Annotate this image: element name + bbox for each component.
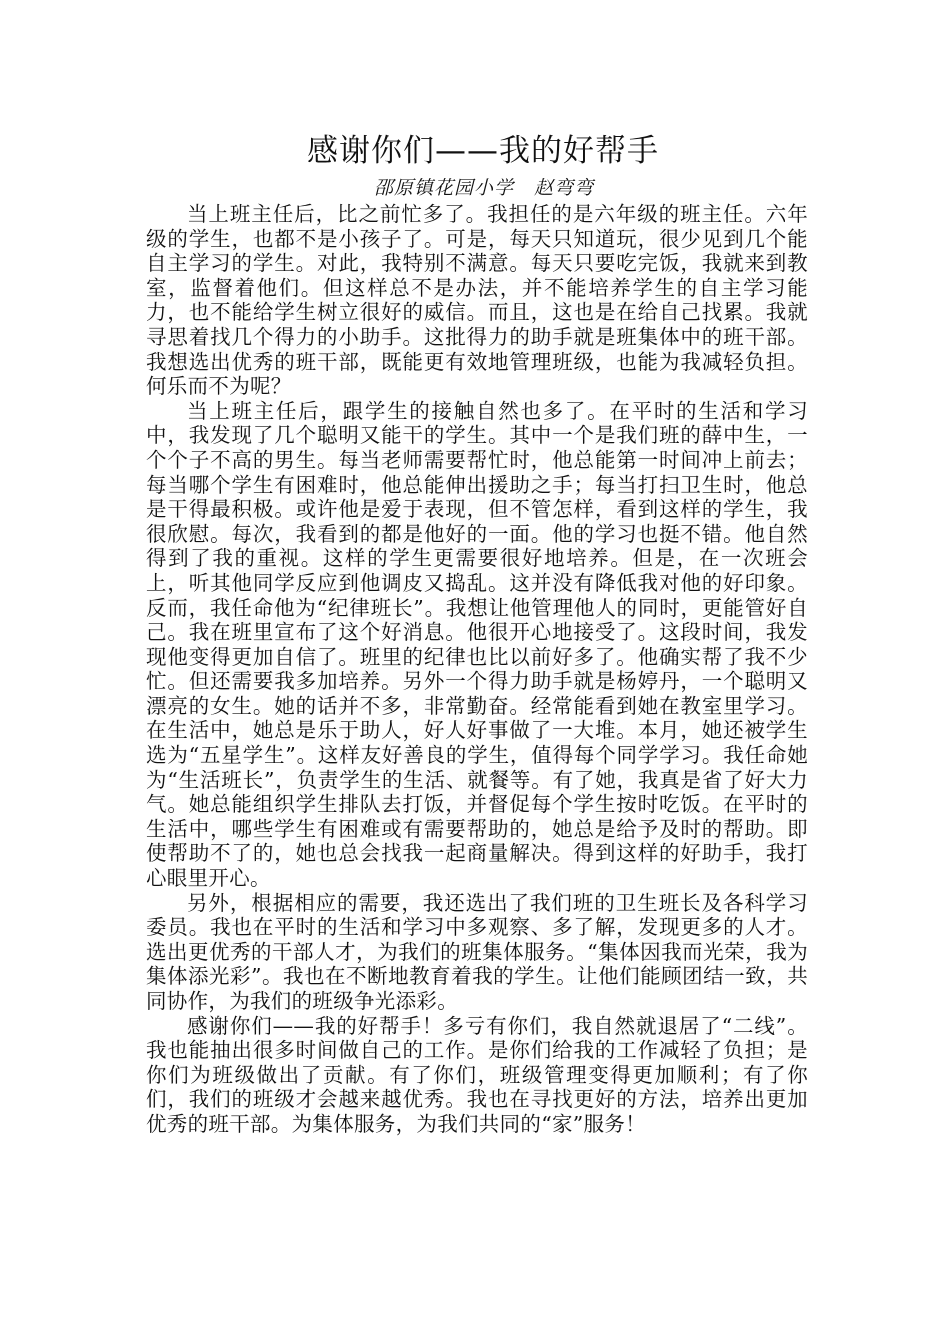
paragraph-3: 另外，根据相应的需要，我还选出了我们班的卫生班长及各科学习委员。我也在平时的生活和学习中多观察、多了解，发现更多的人才。选出更优秀的干部人才，为我们的班集体服务。“集体因我而光荣，我为集体添光彩”。我也在不断地教育着我的学生。让他们能顾团结一致，共同协作，为我们的班级争光添彩。 bbox=[146, 890, 808, 1013]
document-page bbox=[146, 128, 808, 1137]
paragraph-1: 当上班主任后，比之前忙多了。我担任的是六年级的班主任。六年级的学生，也都不是小孩子了。可是，每天只知道玩，很少见到几个能自主学习的学生。对此，我特别不满意。每天只要吃完饭，我就来到教室，监督着他们。但这样总不是办法，并不能培养学生的自主学习能力，也不能给学生树立很好的威信。而且，这也是在给自己找累。我就寻思着找几个得力的小助手。这批得力的助手就是班集体中的班干部。我想选出优秀的班干部，既能更有效地管理班级，也能为我减轻负担。何乐而不为呢？ bbox=[146, 202, 808, 399]
document-title: 感谢你们——我的好帮手 bbox=[307, 133, 659, 169]
paragraph-2: 当上班主任后，跟学生的接触自然也多了。在平时的生活和学习中，我发现了几个聪明又能干的学生。其中一个是我们班的薛中生，一个个子不高的男生。每当老师需要帮忙时，他总能第一时间冲上前去；每当哪个学生有困难时，他总能伸出援助之手；每当打扫卫生时，他总是干得最积极。或许他是爱于表现，但不管怎样，看到这样的学生，我很欣慰。每次，我看到的都是他好的一面。他的学习也挺不错。他自然得到了我的重视。这样的学生更需要很好地培养。但是，在一次班会上，听其他同学反应到他调皮又捣乱。这并没有降低我对他的好印象。反而，我任命他为“纪律班长”。我想让他管理他人的同时，更能管好自己。我在班里宣布了这个好消息。他很开心地接受了。这段时间，我发现他变得更加自信了。班里的纪律也比以前好多了。他确实帮了我不少忙。但还需要我多加培养。另外一个得力助手就是杨婷丹，一个聪明又漂亮的女生。她的话并不多，非常勤奋。经常能看到她在教室里学习。在生活中，她总是乐于助人，好人好事做了一大堆。本月，她还被学生选为“五星学生”。这样友好善良的学生，值得每个同学学习。我任命她为“生活班长”，负责学生的生活、就餐等。有了她，我真是省了好大力气。她总能组织学生排队去打饭，并督促每个学生按时吃饭。在平时的生活中，哪些学生有困难或有需要帮助的，她总是给予及时的帮助。即使帮助不了的，她也总会找我一起商量解决。得到这样的好助手，我打心眼里开心。 bbox=[146, 398, 808, 891]
paragraph-4: 感谢你们——我的好帮手！多亏有你们，我自然就退居了“二线”。我也能抽出很多时间做自己的工作。是你们给我的工作减轻了负担；是你们为班级做出了贡献。有了你们，班级管理变得更加顺利；有了你们，我们的班级才会越来越优秀。我也在寻找更好的方法，培养出更加优秀的班干部。为集体服务，为我们共同的“家”服务！ bbox=[146, 1013, 808, 1136]
document-byline: 邵原镇花园小学 赵弯弯 bbox=[373, 177, 594, 199]
